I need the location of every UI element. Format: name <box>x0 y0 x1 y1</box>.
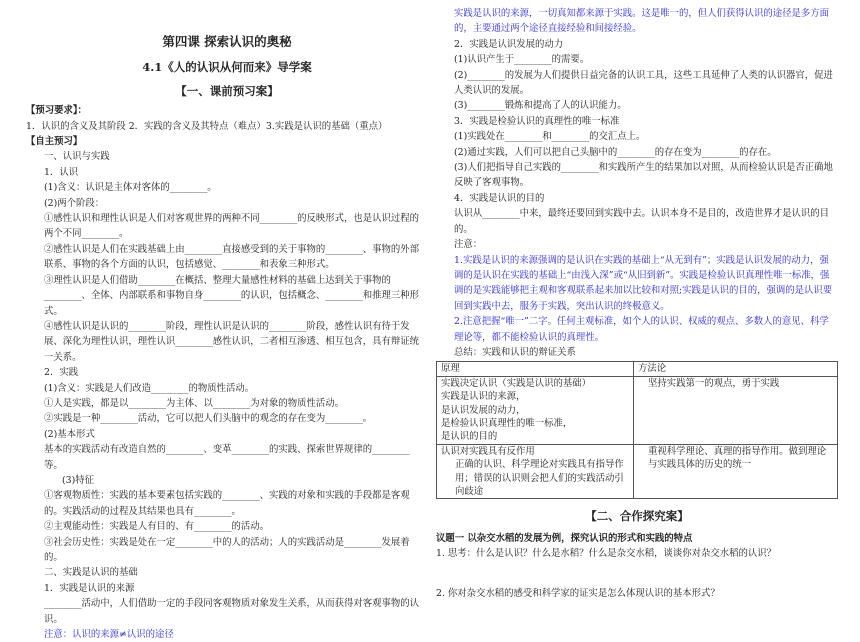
text-line: (1)认识产生于________的需要。 <box>454 54 590 66</box>
left-content <box>26 103 428 642</box>
text-line: 1．认识 <box>44 166 79 178</box>
text-line: ②感性认识是人们在实践基础上由________直接感受到的关于事物的________、事物的外部联系、事物的各个方面的认识，包括感觉、________和表象三种形式。 <box>44 243 420 271</box>
text-line: 2．实践是认识发展的动力 <box>454 38 564 50</box>
lesson-title: 第四课 探索认识的奥秘 <box>162 34 292 49</box>
text-line: ①人是实践，都是以________为主体、以________为对象的物质性活动。 <box>44 397 345 409</box>
section-preview-heading: 【一、课前预习案】 <box>175 83 279 98</box>
left-column <box>26 0 428 642</box>
right-column <box>436 0 838 601</box>
cell-line: 实践决定认识（实践是认识的基础） <box>441 377 592 389</box>
text-line: (1)含义：认识是主体对客体的________。 <box>44 182 217 194</box>
text-line: (1)含义：实践是人们改造________的物质性活动。 <box>44 382 255 394</box>
question-1: 1. 思考：什么是认识？什么是水稻？什么是杂交水稻，谈谈你对杂交水稻的认识？ <box>436 548 777 560</box>
text-line: (2)________的发展为人们提供日益完备的认识工具，这些工具延伸了人类的认识器官，促进人类认识的发展。 <box>454 69 833 97</box>
text-line: ③理性认识是人们借助________在概括、整理大量感性材料的基础上达到关于事物的________、全体、内部联系和事物自身________的认识，包括概念、________和推理三种形式。 <box>44 274 420 317</box>
table-header-methodology: 方法论 <box>634 362 838 376</box>
text-line: 注意： <box>454 239 483 251</box>
text-line: 2．实践 <box>44 367 79 379</box>
text-line: 二、实践是认识的基础 <box>44 567 138 579</box>
text-line: (2)基本形式 <box>44 428 95 440</box>
table-row <box>437 376 838 444</box>
text-line: 1．认识的含义及其阶段 2．实践的含义及其特点（难点）3.实践是认识的基础（重点） <box>26 120 388 132</box>
summary-table <box>436 361 838 499</box>
text-line: 【预习要求】： <box>26 105 87 117</box>
text-line: 认识从________中来，最终还要回到实践中去。认识本身不是目的，改造世界才是认识的目的。 <box>454 208 830 235</box>
text-line: 4．实践是认识的目的 <box>454 192 545 204</box>
table-cell-principle <box>437 376 634 444</box>
text-line: ①客观物质性：实践的基本要素包括实践的________、实践的对象和实践的手段都是客观的。实践活动的过程及其结果也具有________。 <box>44 490 410 517</box>
text-line: 3．实践是检验认识的真理性的唯一标准 <box>454 115 620 127</box>
cell-line: 是认识的目的 <box>441 431 498 443</box>
text-line: ①感性认识和理性认识是人们对客观世界的两种不同________的反映形式，也是认识过程的两个不同________。 <box>44 213 420 240</box>
text-line: 【自主预习】 <box>26 136 83 148</box>
table-cell-methodology: 坚持实践第一的观点，勇于实践 <box>634 376 838 444</box>
table-cell-principle <box>437 444 634 499</box>
text-line: ④感性认识是认识的________阶段，理性认识是认识的________阶段，感性认识有待于发展、深化为理性认识，理性认识________感性认识，二者相互渗透、相互包含，具有辩证统一关系。 <box>44 320 420 363</box>
text-line: (3)________锻炼和提高了人的认识能力。 <box>454 100 627 112</box>
text-line: 一、认识与实践 <box>44 151 110 163</box>
right-content <box>436 6 838 360</box>
text-line: (3)特征 <box>62 474 95 486</box>
cell-line: 是检验认识真理性的唯一标准， <box>441 417 573 429</box>
cell-line: 认识对实践具有反作用 <box>441 445 535 457</box>
text-line: (1)实践处在________和________的交汇点上。 <box>454 131 646 143</box>
table-header-principle: 原理 <box>437 362 634 376</box>
text-line: ②主观能动性：实践是人有目的、有________的活动。 <box>44 521 270 533</box>
question-2: 2. 你对杂交水稻的感受和科学家的证实是怎么体现认识的基本形式？ <box>436 587 720 599</box>
text-line: 1.实践是认识的来源强调的是认识在实践的基础上“从无到有”；实践是认识发展的动力，强调的是认识在实践的基础上“由浅入深”或“从旧到新”。实践是检验认识真理性唯一标准，强调的是实践能够把主观和客观联系起来加以比较和对照;实践是认识的目的，强调的是认识要回到实践中去，服务于实践，突出认识的终极意义。 <box>454 254 833 312</box>
cell-line: 实践是认识的来源， <box>441 391 526 403</box>
text-line: 注意：认识的来源≠认识的途径 <box>44 629 174 641</box>
table-header-row <box>437 362 838 376</box>
topic-heading: 议题一 以杂交水稻的发展为例，探究认识的形式和实践的特点 <box>436 532 693 544</box>
section-coop-heading: 【二、合作探究案】 <box>585 509 689 524</box>
text-line: (2)两个阶段： <box>44 197 105 209</box>
table-row <box>437 444 838 499</box>
text-line: ②实践是一种________活动，它可以把人们头脑中的观念的存在变为________。 <box>44 413 373 425</box>
text-line: ________活动中，人们借助一定的手段同客观物质对象发生关系，从而获得对客观事物的认识。 <box>44 598 420 625</box>
text-line: 实践是认识的来源，一切真知都来源于实践。这是唯一的，但人们获得认识的途径是多方面的，主要通过两个途径直接经验和间接经验。 <box>454 8 830 35</box>
text-line: (2)通过实践，人们可以把自己头脑中的________的存在变为________的存在。 <box>454 146 777 158</box>
text-line: ③社会历史性：实践是处在一定________中的人的活动；人的实践活动是________发展着的。 <box>44 536 410 563</box>
text-line: 总结：实践和认识的辩证关系 <box>454 346 576 358</box>
lesson-subtitle: 4.1《人的认识从何而来》导学案 <box>142 60 312 75</box>
text-line: 2.注意把握“唯一”二字。任何主观标准，如个人的认识、权威的观点、多数人的意见、科学理论等，都不能检验认识的真理性。 <box>454 316 829 343</box>
text-line: 1．实践是认识的来源 <box>44 582 135 594</box>
text-line: (3)人们把指导自己实践的________和实践所产生的结果加以对照，从而检验认识是否正确地反映了客观事物。 <box>454 162 833 189</box>
table-cell-methodology: 重视科学理论、真理的指导作用。做到理论与实践具体的历史的统一 <box>634 444 838 499</box>
cell-line: 是认识发展的动力， <box>441 404 526 416</box>
cell-line: 正确的认识、科学理论对实践具有指导作用；错误的认识则会把人们的实践活动引向歧途 <box>455 459 624 497</box>
text-line: 基本的实践活动有改造自然的________、变革________的实践、探索世界规律的________等。 <box>44 444 410 471</box>
